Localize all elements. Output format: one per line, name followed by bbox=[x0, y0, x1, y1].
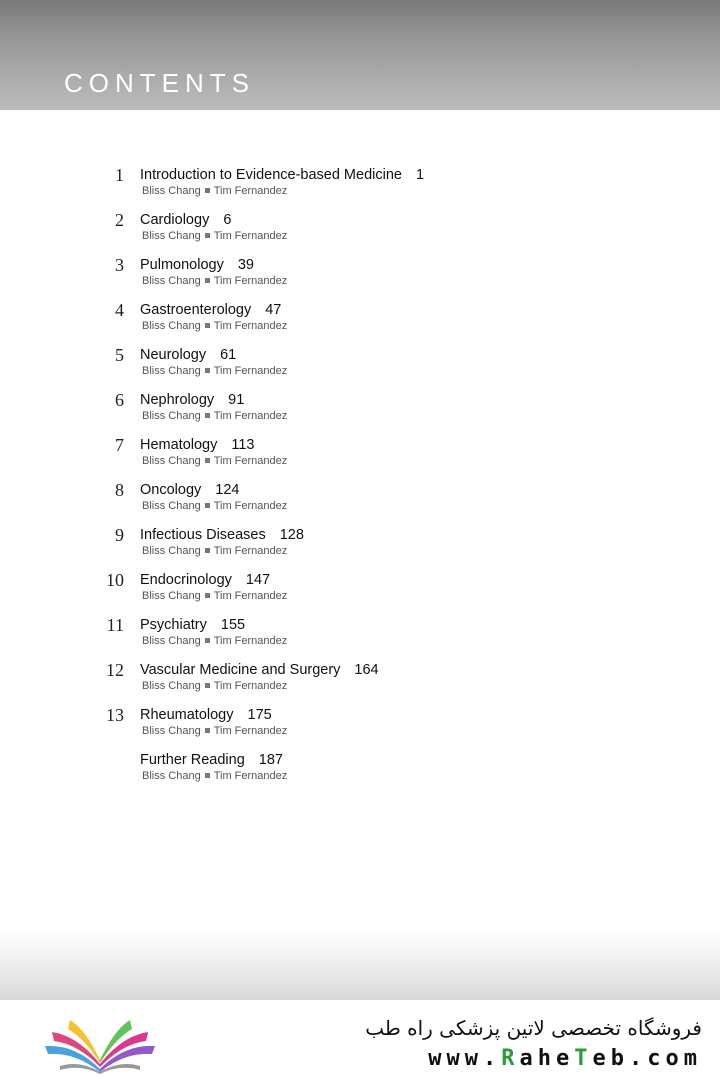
chapter-page: 6 bbox=[223, 212, 232, 228]
chapter-title: Introduction to Evidence-based Medicine bbox=[140, 167, 402, 183]
url-prefix: www. bbox=[428, 1046, 502, 1071]
chapter-authors bbox=[142, 230, 287, 242]
url-accent: R bbox=[501, 1046, 520, 1071]
chapter-title: Pulmonology bbox=[140, 257, 224, 273]
chapter-line bbox=[140, 167, 424, 183]
chapter-number: 10 bbox=[106, 570, 124, 590]
square-bullet-icon bbox=[205, 278, 210, 283]
chapter-line bbox=[140, 347, 236, 363]
chapter-line bbox=[140, 482, 239, 498]
chapter-title: Nephrology bbox=[140, 392, 215, 408]
chapter-number: 8 bbox=[115, 480, 124, 500]
chapter-title: Rheumatology bbox=[140, 707, 234, 723]
chapter-line bbox=[140, 662, 379, 678]
author-name: Bliss Chang bbox=[142, 725, 201, 737]
toc-entry[interactable] bbox=[0, 210, 720, 255]
chapter-authors bbox=[142, 545, 287, 557]
square-bullet-icon bbox=[205, 503, 210, 508]
chapter-title: Neurology bbox=[140, 347, 207, 363]
author-name: Bliss Chang bbox=[142, 320, 201, 332]
toc-entry[interactable] bbox=[0, 390, 720, 435]
chapter-number: 4 bbox=[115, 300, 124, 320]
square-bullet-icon bbox=[205, 413, 210, 418]
square-bullet-icon bbox=[205, 593, 210, 598]
store-url[interactable] bbox=[428, 1046, 702, 1071]
author-name: Bliss Chang bbox=[142, 275, 201, 287]
square-bullet-icon bbox=[205, 683, 210, 688]
chapter-line bbox=[140, 617, 245, 633]
contents-header bbox=[0, 0, 720, 110]
chapter-page: 91 bbox=[228, 392, 245, 408]
toc-entry[interactable] bbox=[0, 615, 720, 660]
toc-entry[interactable] bbox=[0, 705, 720, 750]
page-title: CONTENTS bbox=[64, 68, 255, 98]
author-name: Tim Fernandez bbox=[213, 545, 288, 557]
square-bullet-icon bbox=[205, 368, 210, 373]
square-bullet-icon bbox=[205, 188, 210, 193]
author-name: Tim Fernandez bbox=[213, 275, 288, 287]
toc-entry[interactable] bbox=[0, 255, 720, 300]
chapter-number: 5 bbox=[115, 345, 124, 365]
author-name: Tim Fernandez bbox=[213, 770, 288, 782]
footer-shade bbox=[0, 930, 720, 1000]
author-name: Tim Fernandez bbox=[213, 365, 288, 377]
chapter-authors bbox=[142, 455, 287, 467]
author-name: Bliss Chang bbox=[142, 680, 201, 692]
square-bullet-icon bbox=[205, 323, 210, 328]
chapter-authors bbox=[142, 320, 287, 332]
chapter-authors bbox=[142, 185, 287, 197]
url-accent-2: T bbox=[574, 1046, 593, 1071]
author-name: Bliss Chang bbox=[142, 410, 201, 422]
author-name: Bliss Chang bbox=[142, 230, 201, 242]
author-name: Tim Fernandez bbox=[213, 680, 288, 692]
chapter-page: 113 bbox=[231, 437, 255, 453]
chapter-line bbox=[140, 437, 255, 453]
toc-entry[interactable] bbox=[0, 570, 720, 615]
chapter-page: 128 bbox=[279, 527, 304, 543]
chapter-title: Oncology bbox=[140, 482, 202, 498]
toc-entry[interactable] bbox=[0, 435, 720, 480]
chapter-line bbox=[140, 527, 304, 543]
author-name: Tim Fernandez bbox=[213, 410, 288, 422]
chapter-page: 39 bbox=[237, 257, 254, 273]
author-name: Bliss Chang bbox=[142, 545, 201, 557]
author-name: Tim Fernandez bbox=[213, 500, 288, 512]
chapter-authors bbox=[142, 680, 287, 692]
url-middle: ahe bbox=[519, 1046, 575, 1071]
chapter-page: 61 bbox=[220, 347, 237, 363]
chapter-number: 1 bbox=[115, 165, 124, 185]
chapter-page: 175 bbox=[247, 707, 272, 723]
chapter-number: 3 bbox=[115, 255, 124, 275]
square-bullet-icon bbox=[205, 773, 210, 778]
chapter-page: 1 bbox=[415, 167, 425, 183]
author-name: Tim Fernandez bbox=[213, 590, 288, 602]
author-name: Tim Fernandez bbox=[213, 635, 288, 647]
toc-entry[interactable] bbox=[0, 660, 720, 705]
author-name: Bliss Chang bbox=[142, 500, 201, 512]
author-name: Tim Fernandez bbox=[213, 185, 288, 197]
author-name: Bliss Chang bbox=[142, 455, 201, 467]
chapter-number: 13 bbox=[106, 705, 124, 725]
chapter-number: 11 bbox=[106, 615, 124, 635]
toc-entry[interactable] bbox=[0, 345, 720, 390]
open-book-logo-icon bbox=[40, 1014, 160, 1074]
chapter-authors bbox=[142, 500, 287, 512]
square-bullet-icon bbox=[205, 458, 210, 463]
chapter-authors bbox=[142, 410, 287, 422]
author-name: Bliss Chang bbox=[142, 635, 201, 647]
chapter-page: 147 bbox=[245, 572, 271, 588]
chapter-title: Vascular Medicine and Surgery bbox=[140, 662, 341, 678]
chapter-title: Endocrinology bbox=[140, 572, 232, 588]
chapter-page: 155 bbox=[220, 617, 246, 633]
chapter-number: 9 bbox=[115, 525, 124, 545]
author-name: Bliss Chang bbox=[142, 365, 201, 377]
chapter-authors bbox=[142, 770, 287, 782]
author-name: Tim Fernandez bbox=[213, 320, 288, 332]
toc-entry[interactable] bbox=[0, 300, 720, 345]
chapter-authors bbox=[142, 725, 287, 737]
chapter-authors bbox=[142, 590, 287, 602]
square-bullet-icon bbox=[205, 548, 210, 553]
chapter-line bbox=[140, 707, 272, 723]
chapter-line bbox=[140, 392, 244, 408]
chapter-page: 124 bbox=[215, 482, 240, 498]
toc-entry[interactable] bbox=[0, 480, 720, 525]
chapter-title: Further Reading bbox=[140, 752, 245, 768]
toc-entry[interactable] bbox=[0, 165, 720, 210]
square-bullet-icon bbox=[205, 638, 210, 643]
toc-entry[interactable] bbox=[0, 750, 720, 795]
author-name: Tim Fernandez bbox=[213, 455, 288, 467]
chapter-authors bbox=[142, 275, 287, 287]
square-bullet-icon bbox=[205, 233, 210, 238]
chapter-line bbox=[140, 302, 281, 318]
chapter-title: Hematology bbox=[140, 437, 218, 453]
author-name: Bliss Chang bbox=[142, 590, 201, 602]
author-name: Bliss Chang bbox=[142, 770, 201, 782]
chapter-page: 47 bbox=[265, 302, 282, 318]
author-name: Bliss Chang bbox=[142, 185, 201, 197]
chapter-title: Cardiology bbox=[140, 212, 210, 228]
chapter-page: 187 bbox=[258, 752, 283, 768]
chapter-number: 2 bbox=[115, 210, 124, 230]
chapter-line bbox=[140, 572, 270, 588]
author-name: Tim Fernandez bbox=[213, 725, 288, 737]
chapter-title: Gastroenterology bbox=[140, 302, 252, 318]
chapter-line bbox=[140, 257, 254, 273]
chapter-page: 164 bbox=[354, 662, 379, 678]
chapter-line bbox=[140, 752, 283, 768]
chapter-title: Psychiatry bbox=[140, 617, 207, 633]
square-bullet-icon bbox=[205, 728, 210, 733]
chapter-authors bbox=[142, 365, 287, 377]
chapter-number: 12 bbox=[106, 660, 124, 680]
chapter-number: 7 bbox=[115, 435, 124, 455]
url-suffix: eb.com bbox=[592, 1046, 702, 1071]
store-name: فروشگاه تخصصی لاتین پزشکی راه طب bbox=[365, 1016, 702, 1040]
chapter-number: 6 bbox=[115, 390, 124, 410]
chapter-title: Infectious Diseases bbox=[140, 527, 266, 543]
chapter-line bbox=[140, 212, 231, 228]
toc-entry[interactable] bbox=[0, 525, 720, 570]
chapter-authors bbox=[142, 635, 287, 647]
author-name: Tim Fernandez bbox=[213, 230, 288, 242]
footer-banner bbox=[0, 1000, 720, 1080]
